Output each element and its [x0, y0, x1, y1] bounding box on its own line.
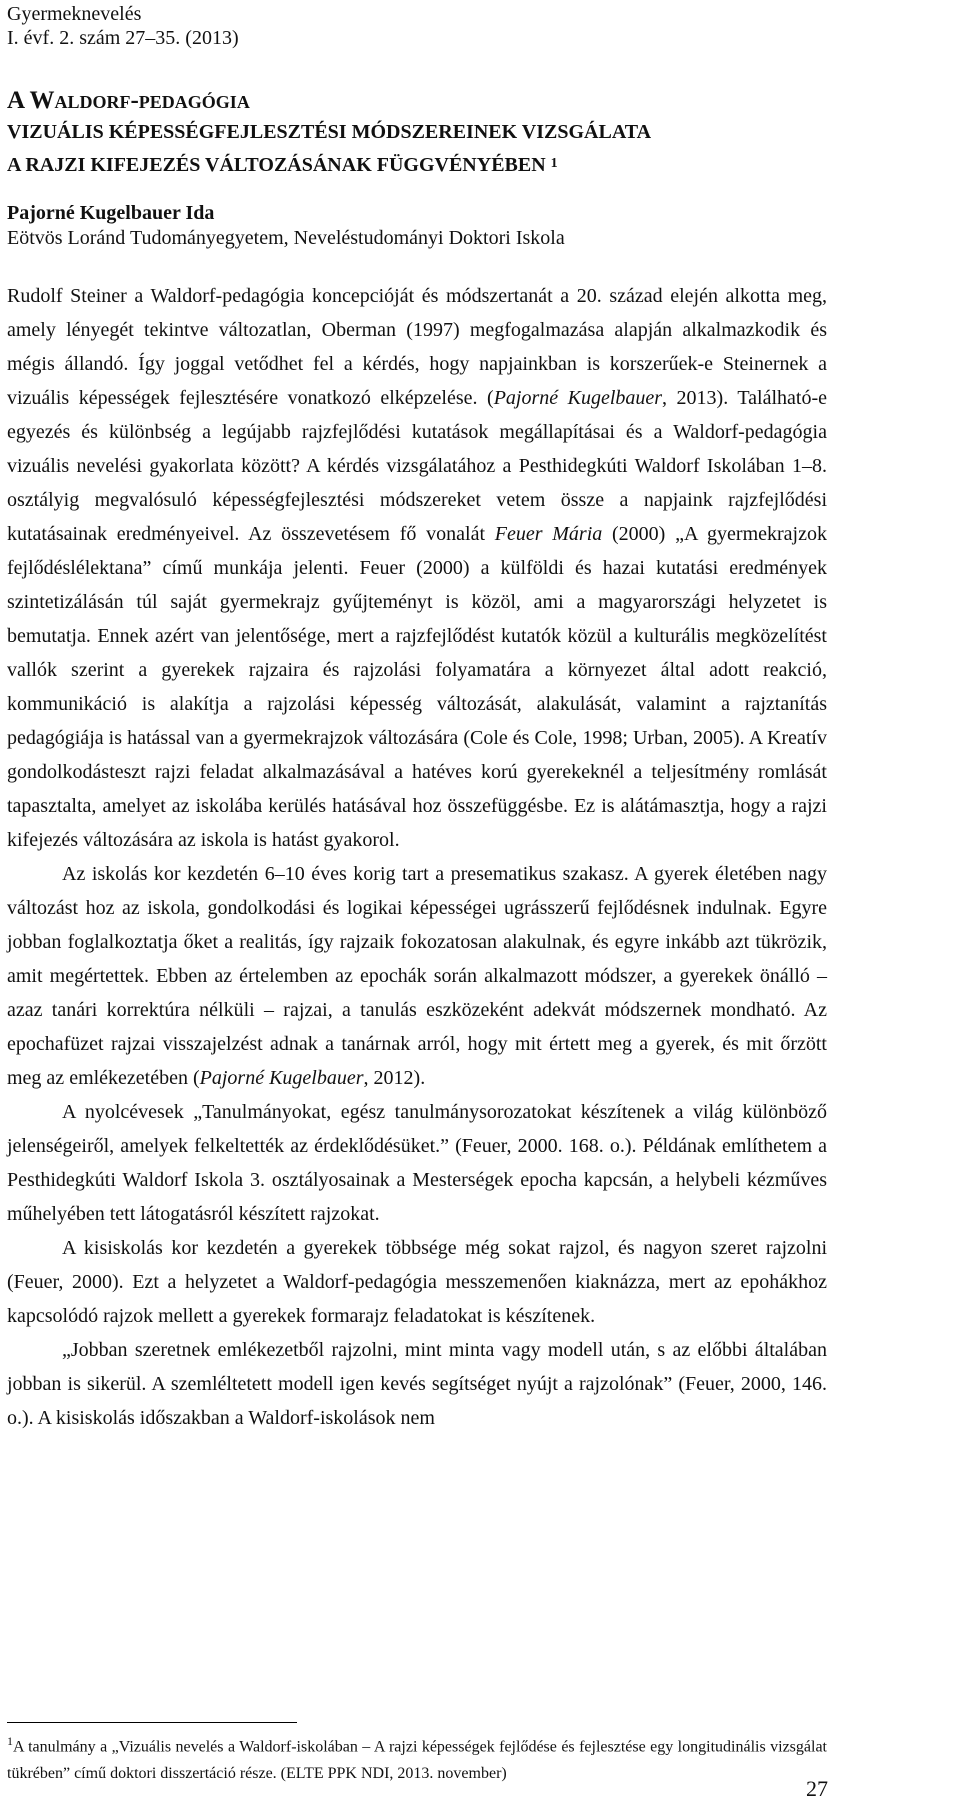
- footnote-text: A tanulmány a „Vizuális nevelés a Waldorf-iskolában – A rajzi képességek fejlődése és fejlesztése egy longitudinális vizsgálat tükrében” című doktori disszertáció része. (ELTE PPK NDI, 2013. november): [7, 1738, 827, 1783]
- journal-name: Gyermeknevelés: [7, 3, 142, 25]
- author-block: [7, 201, 827, 251]
- footnote-separator: [7, 1722, 297, 1723]
- paragraph-5: „Jobban szeretnek emlékezetből rajzolni, mint minta vagy modell után, s az előbbi általában jobban is sikerül. A szemléltetett modell igen kevés segítséget nyújt a rajzolónak” (Feuer, 2000, 146. o.). A kisiskolás időszakban a Waldorf-iskolások nem: [7, 1339, 827, 1429]
- title-footnote-mark: 1: [550, 156, 558, 171]
- footnote-mark: 1: [7, 1734, 13, 1748]
- title-line-3: [7, 149, 827, 182]
- article-body: [7, 279, 827, 1435]
- journal-issue: I. évf. 2. szám 27–35. (2013): [7, 27, 239, 49]
- paragraph-2-citation: Pajorné Kugelbauer: [199, 1067, 364, 1089]
- title-line-1-rest: aldorf-pedagógia: [54, 87, 250, 114]
- article-title: [7, 86, 827, 182]
- paragraph-1-part-b: , 2013). Található-e egyezés és különbség a legújabb rajzfejlődési kutatások megállapításai és a Waldorf-pedagógia vizuális nevelési gyakorlata között? A kérdés vizsgálatához a Pesthidegkúti Waldorf Iskolában 1–8. osztályig megvalósuló képességfejlesztési módszereket vetem össze a napjaink rajzfejlődési kutatásainak eredményeivel. Az összevetésem fő vonalát: [7, 387, 827, 545]
- title-line-1: [7, 86, 827, 116]
- page-number: 27: [806, 1776, 828, 1801]
- paragraph-2: [7, 857, 827, 1095]
- paragraph-1-part-c: (2000) „A gyermekrajzok fejlődéslélektana” című munkája jelenti. Feuer (2000) a külföldi és hazai kutatási eredmények szintetizálásán túl saját gyermekrajz gyűjteményt is közöl, ami a magyarországi helyzetet is bemutatja. Ennek azért van jelentősége, mert a rajzfejlődést kutatók közül a kulturális megközelítést vallók szerint a gyerekek rajzaira és rajzolási folyamatára a környezet által adott reakció, kommunikáció is alakítja a rajzolási képesség változását, alakulását, valamint a rajztanítás pedagógiája is hatással van a gyermekrajzok változására (Cole és Cole, 1998; Urban, 2005). A Kreatív gondolkodásteszt rajzi feladat alkalmazásával a hatéves korú gyerekeknél a teljesítmény romlását tapasztalta, amelyet az iskolába kerülés hatásával hoz összefüggésbe. Ez is alátámasztja, hogy a rajzi kifejezés változására az iskola is hatást gyakorol.: [7, 523, 827, 851]
- paragraph-2-part-a: Az iskolás kor kezdetén 6–10 éves korig tart a presematikus szakasz. A gyerek életében nagy változást hoz az iskola, gondolkodási és logikai képességei ugrásszerű fejlődésnek indulnak. Egyre jobban foglalkoztatja őket a realitás, így rajzaik fokozatosan alakulnak, és egyre inkább azt tükrözik, amit megértettek. Ebben az értelemben az epochák során alkalmazott módszer, a gyerekek önálló – azaz tanári korrektúra nélküli – rajzai, a tanulás eszközeként adekvát módszernek mondható. Az epochafüzet rajzai visszajelzést adnak a tanárnak arról, hogy mit értett meg a gyerek, és mit őrzött meg az emlékezetében (: [7, 863, 827, 1089]
- title-line-2: VIZUÁLIS KÉPESSÉGFEJLESZTÉSI MÓDSZEREINEK VIZSGÁLATA: [7, 121, 652, 143]
- paragraph-1-feuer: Feuer Mária: [494, 523, 603, 545]
- author-name: Pajorné Kugelbauer Ida: [7, 202, 215, 224]
- title-line-1-first: A W: [7, 87, 55, 114]
- paragraph-1: [7, 279, 827, 857]
- paragraph-2-part-b: , 2012).: [363, 1067, 426, 1089]
- footnote: [7, 1728, 827, 1787]
- paragraph-1-part-a: Rudolf Steiner a Waldorf-pedagógia koncepcióját és módszertanát a 20. század elején alkotta meg, amely lényegét tekintve változatlan, Oberman (1997) megfogalmazása alapján alkalmazkodik és mégis állandó. Így joggal vetődhet fel a kérdés, hogy napjainkban is korszerűek-e Steinernek a vizuális képességek fejlesztésére vonatkozó elképzelése. (: [7, 285, 827, 409]
- author-affiliation: Eötvös Loránd Tudományegyetem, Neveléstudományi Doktori Iskola: [7, 227, 565, 249]
- paragraph-1-citation: Pajorné Kugelbauer: [493, 387, 663, 409]
- journal-header: [7, 2, 827, 50]
- title-line-3-text: A RAJZI KIFEJEZÉS VÁLTOZÁSÁNAK FÜGGVÉNYÉBEN: [7, 154, 546, 176]
- paragraph-4: A kisiskolás kor kezdetén a gyerekek többsége még sokat rajzol, és nagyon szeret rajzolni (Feuer, 2000). Ezt a helyzetet a Waldorf-pedagógia messzemenően kiaknázza, mert az epohákhoz kapcsolódó rajzok mellett a gyerekek formarajz feladatokat is készítenek.: [7, 1237, 827, 1327]
- page: [7, 0, 827, 1435]
- paragraph-3: A nyolcévesek „Tanulmányokat, egész tanulmánysorozatokat készítenek a világ különböző jelenségeiről, amelyek felkeltették az érdeklődésüket.” (Feuer, 2000. 168. o.). Példának említhetem a Pesthidegkúti Waldorf Iskola 3. osztályosainak a Mesterségek epocha kapcsán, a helybeli kézműves műhelyében tett látogatásról készített rajzokat.: [7, 1101, 827, 1225]
